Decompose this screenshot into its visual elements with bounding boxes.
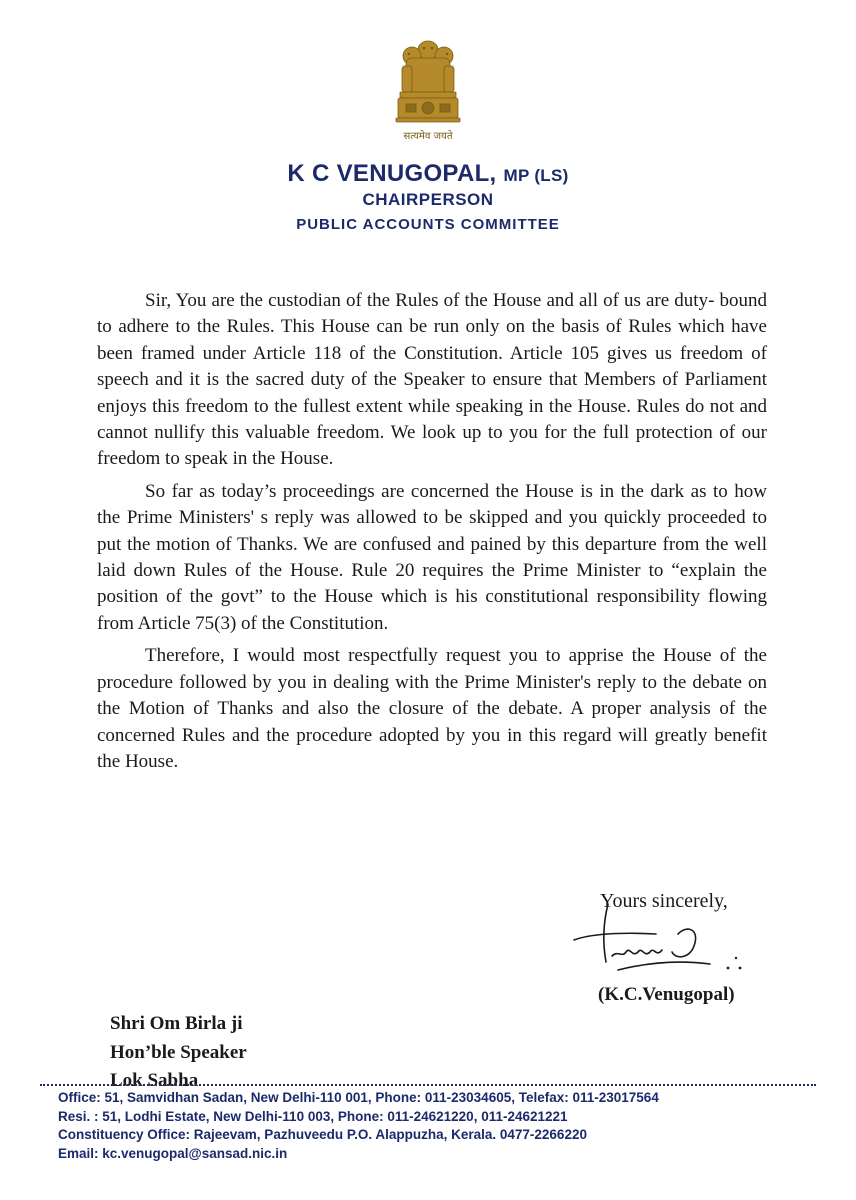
letter-body: [97, 288, 767, 781]
addressee-name: Shri Om Birla ji: [110, 1013, 243, 1034]
letterhead-footer: [58, 1089, 848, 1163]
sender-role: CHAIRPERSON: [362, 190, 494, 209]
sender-name: [0, 160, 856, 188]
handwritten-signature: [560, 900, 760, 980]
footer-residence: Resi. : 51, Lodhi Estate, New Delhi-110 003, Phone: 011-24621220, 011-24621221: [58, 1108, 568, 1124]
footer-email: Email: kc.venugopal@sansad.nic.in: [58, 1145, 288, 1161]
footer-office: Office: 51, Samvidhan Sadan, New Delhi-110 001, Phone: 011-23034605, Telefax: 011-23017564: [58, 1090, 659, 1105]
emblem-motto: सत्यमेव जयते: [403, 131, 453, 142]
addressee-block: [110, 1010, 247, 1096]
body-paragraph-1: Sir, You are the custodian of the Rules of the House and all of us are duty- bound to adhere to the Rules. This House can be run only on the basis of Rules which have been framed under Article 118 of the Constitution. Article 105 gives us freedom of speech and it is the sacred duty of the Speaker to ensure that Members of Parliament enjoys this freedom to the fullest extent while speaking in the House. Rules do not and cannot nullify this valuable freedom. We look up to you for the full protection of our freedom to speak in the House.: [97, 290, 767, 470]
signer-name: (K.C.Venugopal): [598, 984, 735, 1005]
footer-divider: [40, 1084, 816, 1086]
body-paragraph-2: So far as today’s proceedings are concerned the House is in the dark as to how the Prime Ministers' s reply was allowed to be skipped and you quickly proceeded to put the motion of Thanks. We are confused and pained by this departure from the well laid down Rules of the House. Rule 20 requires the Prime Minister to “explain the position of the govt” to the House which is his constitutional responsibility flowing from Article 75(3) of the Constitution.: [97, 480, 767, 634]
valediction: Yours sincerely,: [600, 890, 728, 912]
ashoka-emblem-icon: [386, 36, 470, 146]
sender-committee: PUBLIC ACCOUNTS COMMITTEE: [296, 216, 560, 233]
sender-name-text: K C VENUGOPAL,: [287, 160, 497, 187]
addressee-title: Hon’ble Speaker: [110, 1041, 247, 1063]
body-paragraph-3: Therefore, I would most respectfully request you to apprise the House of the procedure followed by you in dealing with the Prime Minister's reply to the debate on the Motion of Thanks and also the closure of the debate. A proper analysis of the concerned Rules and the procedure adopted by you in this regard will greatly benefit the House.: [97, 645, 767, 772]
sender-suffix: MP (LS): [503, 166, 569, 185]
footer-constituency: Constituency Office: Rajeevam, Pazhuveedu P.O. Alappuzha, Kerala. 0477-2266220: [58, 1127, 587, 1142]
addressee-house: Lok Sabha: [110, 1070, 199, 1091]
